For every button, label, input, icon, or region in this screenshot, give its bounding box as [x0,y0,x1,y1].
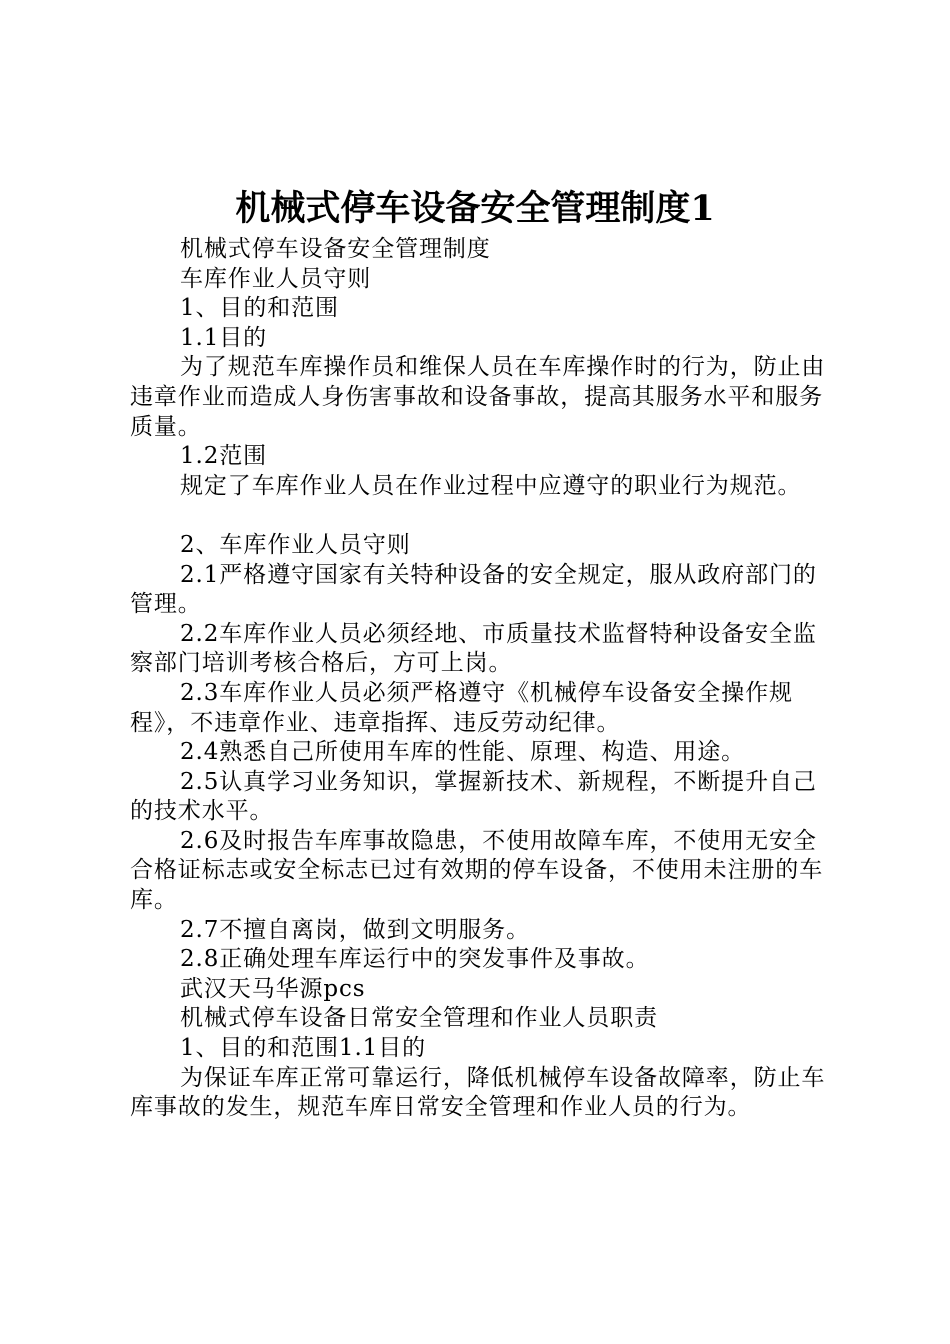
document-body [130,235,840,1123]
document-title: 机械式停车设备安全管理制度1 [235,188,715,229]
paragraph: 2.2车库作业人员必须经地、市质量技术监督特种设备安全监察部门培训考核合格后，方可上岗。 [130,620,817,677]
paragraph: 2.7不擅自离岗，做到文明服务。 [180,916,530,943]
subsection-heading: 1.2范围 [180,443,268,470]
section-heading: 1、目的和范围 [180,295,339,322]
section-heading: 2、车库作业人员守则 [180,531,411,558]
paragraph: 规定了车库作业人员在作业过程中应遵守的职业行为规范。 [180,472,802,499]
paragraph: 为保证车库正常可靠运行，降低机械停车设备故障率，防止车库事故的发生，规范车库日常安全管理和作业人员的行为。 [130,1064,826,1121]
paragraph: 机械式停车设备日常安全管理和作业人员职责 [180,1005,658,1032]
section-heading: 1、目的和范围1.1目的 [180,1035,427,1062]
paragraph: 2.6及时报告车库事故隐患，不使用故障车库，不使用无安全合格证标志或安全标志已过有效期的停车设备，不使用未注册的车库。 [130,827,824,914]
paragraph: 2.3车库作业人员必须严格遵守《机械停车设备安全操作规程》，不违章作业、违章指挥、违反劳动纪律。 [130,679,793,736]
paragraph: 2.8正确处理车库运行中的突发事件及事故。 [180,946,650,973]
paragraph: 2.5认真学习业务知识，掌握新技术、新规程，不断提升自己的技术水平。 [130,768,817,825]
paragraph: 2.1严格遵守国家有关特种设备的安全规定，服从政府部门的管理。 [130,561,817,618]
paragraph: 车库作业人员守则 [180,265,372,292]
paragraph: 武汉天马华源pcs [180,975,366,1002]
paragraph: 机械式停车设备安全管理制度 [180,236,491,262]
paragraph: 2.4熟悉自己所使用车库的性能、原理、构造、用途。 [180,739,746,766]
paragraph: 为了规范车库操作员和维保人员在车库操作时的行为，防止由违章作业而造成人身伤害事故和设备事故，提高其服务水平和服务质量。 [130,354,826,440]
subsection-heading: 1.1目的 [180,324,268,351]
